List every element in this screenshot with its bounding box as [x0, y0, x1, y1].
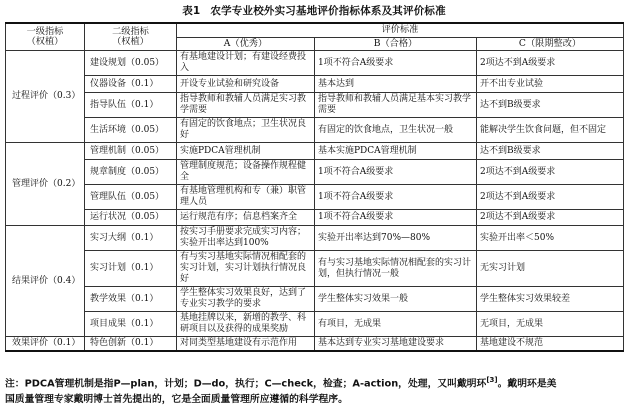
level2-indicator: 特色创新（0.1） [85, 337, 177, 352]
grade-c-cell: 实验开出率＜50% [477, 226, 624, 251]
table-row [6, 251, 624, 287]
grade-b-cell: 有项目，无成果 [315, 312, 477, 337]
grade-b-cell: 基本达到专业实习基地建设要求 [315, 337, 477, 352]
evaluation-table [5, 22, 624, 352]
grade-c-cell: 2项达不到A级要求 [477, 185, 624, 210]
level2-indicator: 管理机制（0.05） [85, 143, 177, 160]
level2-indicator: 管理队伍（0.05） [85, 185, 177, 210]
grade-c-cell: 无实习计划 [477, 251, 624, 287]
grade-c-cell: 2项达不到A级要求 [477, 160, 624, 185]
header-row [6, 23, 624, 37]
grade-c-cell: 达不到B级要求 [477, 143, 624, 160]
header-level2: 二级指标 （权植） [85, 23, 177, 51]
grade-a-cell: 按实习手册要求完成实习内容；实验开出率达到100% [177, 226, 315, 251]
table-row [6, 118, 624, 143]
grade-b-cell: 1项不符合A级要求 [315, 185, 477, 210]
grade-a-cell: 开设专业试验和研究设备 [177, 76, 315, 93]
grade-c-cell: 达不到B级要求 [477, 93, 624, 118]
table-body [6, 51, 624, 352]
grade-a-cell: 运行规范有序；信息档案齐全 [177, 210, 315, 226]
level2-indicator: 指导队伍（0.1） [85, 93, 177, 118]
note-line1: 注：PDCA管理机制是指P—plan，计划；D—do，执行；C—check，检查；A-action，处理，又叫戴明环 [5, 378, 487, 390]
grade-a-cell: 基地挂牌以来，新增的教学、科研项目以及获得的成果奖励 [177, 312, 315, 337]
table-row [6, 337, 624, 352]
grade-a-cell: 对同类型基地建设有示范作用 [177, 337, 315, 352]
grade-c-cell: 无项目，无成果 [477, 312, 624, 337]
level2-indicator: 实习大纲（0.1） [85, 226, 177, 251]
grade-a-cell: 有固定的饮食地点；卫生状况良好 [177, 118, 315, 143]
grade-b-cell: 1项不符合A级要求 [315, 51, 477, 76]
table-row [6, 160, 624, 185]
grade-a-cell: 指导教师和教辅人员满足实习教学需要 [177, 93, 315, 118]
level1-indicator: 效果评价（0.1） [6, 337, 85, 352]
level2-indicator: 规章制度（0.05） [85, 160, 177, 185]
header-eval-standard: 评价标准 [177, 23, 624, 37]
note-ref: [3] [486, 376, 498, 384]
table-row [6, 185, 624, 210]
grade-c-cell: 开不出专业试验 [477, 76, 624, 93]
table-row [6, 93, 624, 118]
grade-b-cell: 1项不符合A级要求 [315, 210, 477, 226]
grade-b-cell: 基本实施PDCA管理机制 [315, 143, 477, 160]
level1-indicator: 管理评价（0.2） [6, 143, 85, 226]
grade-a-cell: 管理制度规范；设备操作规程健全 [177, 160, 315, 185]
grade-b-cell: 有固定的饮食地点，卫生状况一般 [315, 118, 477, 143]
grade-c-cell: 能解决学生饮食问题，但不固定 [477, 118, 624, 143]
grade-c-cell: 基地建设不规范 [477, 337, 624, 352]
grade-b-cell: 学生整体实习效果一般 [315, 287, 477, 312]
level1-indicator: 过程评价（0.3） [6, 51, 85, 143]
grade-a-cell: 学生整体实习效果良好，达到了专业实习教学的要求 [177, 287, 315, 312]
table-row [6, 76, 624, 93]
grade-a-cell: 有与实习基地实际情况相配套的实习计划，实习计划执行情况良好 [177, 251, 315, 287]
level2-indicator: 建设规划（0.05） [85, 51, 177, 76]
level2-indicator: 仪器设备（0.1） [85, 76, 177, 93]
header-grade-c: C（限期整改） [477, 37, 624, 51]
table-row [6, 287, 624, 312]
level2-indicator: 实习计划（0.1） [85, 251, 177, 287]
table-row [6, 312, 624, 337]
grade-c-cell: 2项达不到A级要求 [477, 51, 624, 76]
grade-a-cell: 有基地建设计划；有建设经费投入 [177, 51, 315, 76]
level2-indicator: 项目成果（0.1） [85, 312, 177, 337]
level2-indicator: 教学效果（0.1） [85, 287, 177, 312]
header-grade-b: B（合格） [315, 37, 477, 51]
table-row [6, 143, 624, 160]
grade-b-cell: 实验开出率达到70%—80% [315, 226, 477, 251]
level1-indicator: 结果评价（0.4） [6, 226, 85, 337]
table-note [5, 372, 620, 408]
grade-b-cell: 基本达到 [315, 76, 477, 93]
header-level1: 一级指标 （权植） [6, 23, 85, 51]
level2-indicator: 生活环境（0.05） [85, 118, 177, 143]
grade-c-cell: 2项达不到A级要求 [477, 210, 624, 226]
header-grade-a: A（优秀） [177, 37, 315, 51]
note-line2: 国质量管理专家戴明博士首先提出的，它是全面质量管理所应遵循的科学程序。 [5, 394, 348, 406]
grade-a-cell: 有基地管理机构和专（兼）职管理人员 [177, 185, 315, 210]
level2-indicator: 运行状况（0.05） [85, 210, 177, 226]
table-caption: 农学专业校外实习基地评价指标体系及其评价标准 [210, 5, 446, 17]
grade-a-cell: 实施PDCA管理机制 [177, 143, 315, 160]
grade-b-cell: 有与实习基地实际情况相配套的实习计划，但执行情况一般 [315, 251, 477, 287]
note-line1-tail: 。戴明环是美 [497, 378, 557, 390]
grade-b-cell: 1项不符合A级要求 [315, 160, 477, 185]
table-title [0, 3, 628, 18]
grade-c-cell: 学生整体实习效果较差 [477, 287, 624, 312]
grade-b-cell: 指导教师和教辅人员满足基本实习教学需要 [315, 93, 477, 118]
table-row [6, 210, 624, 226]
table-row [6, 226, 624, 251]
table-number: 表1 [182, 5, 201, 17]
table-row [6, 51, 624, 76]
